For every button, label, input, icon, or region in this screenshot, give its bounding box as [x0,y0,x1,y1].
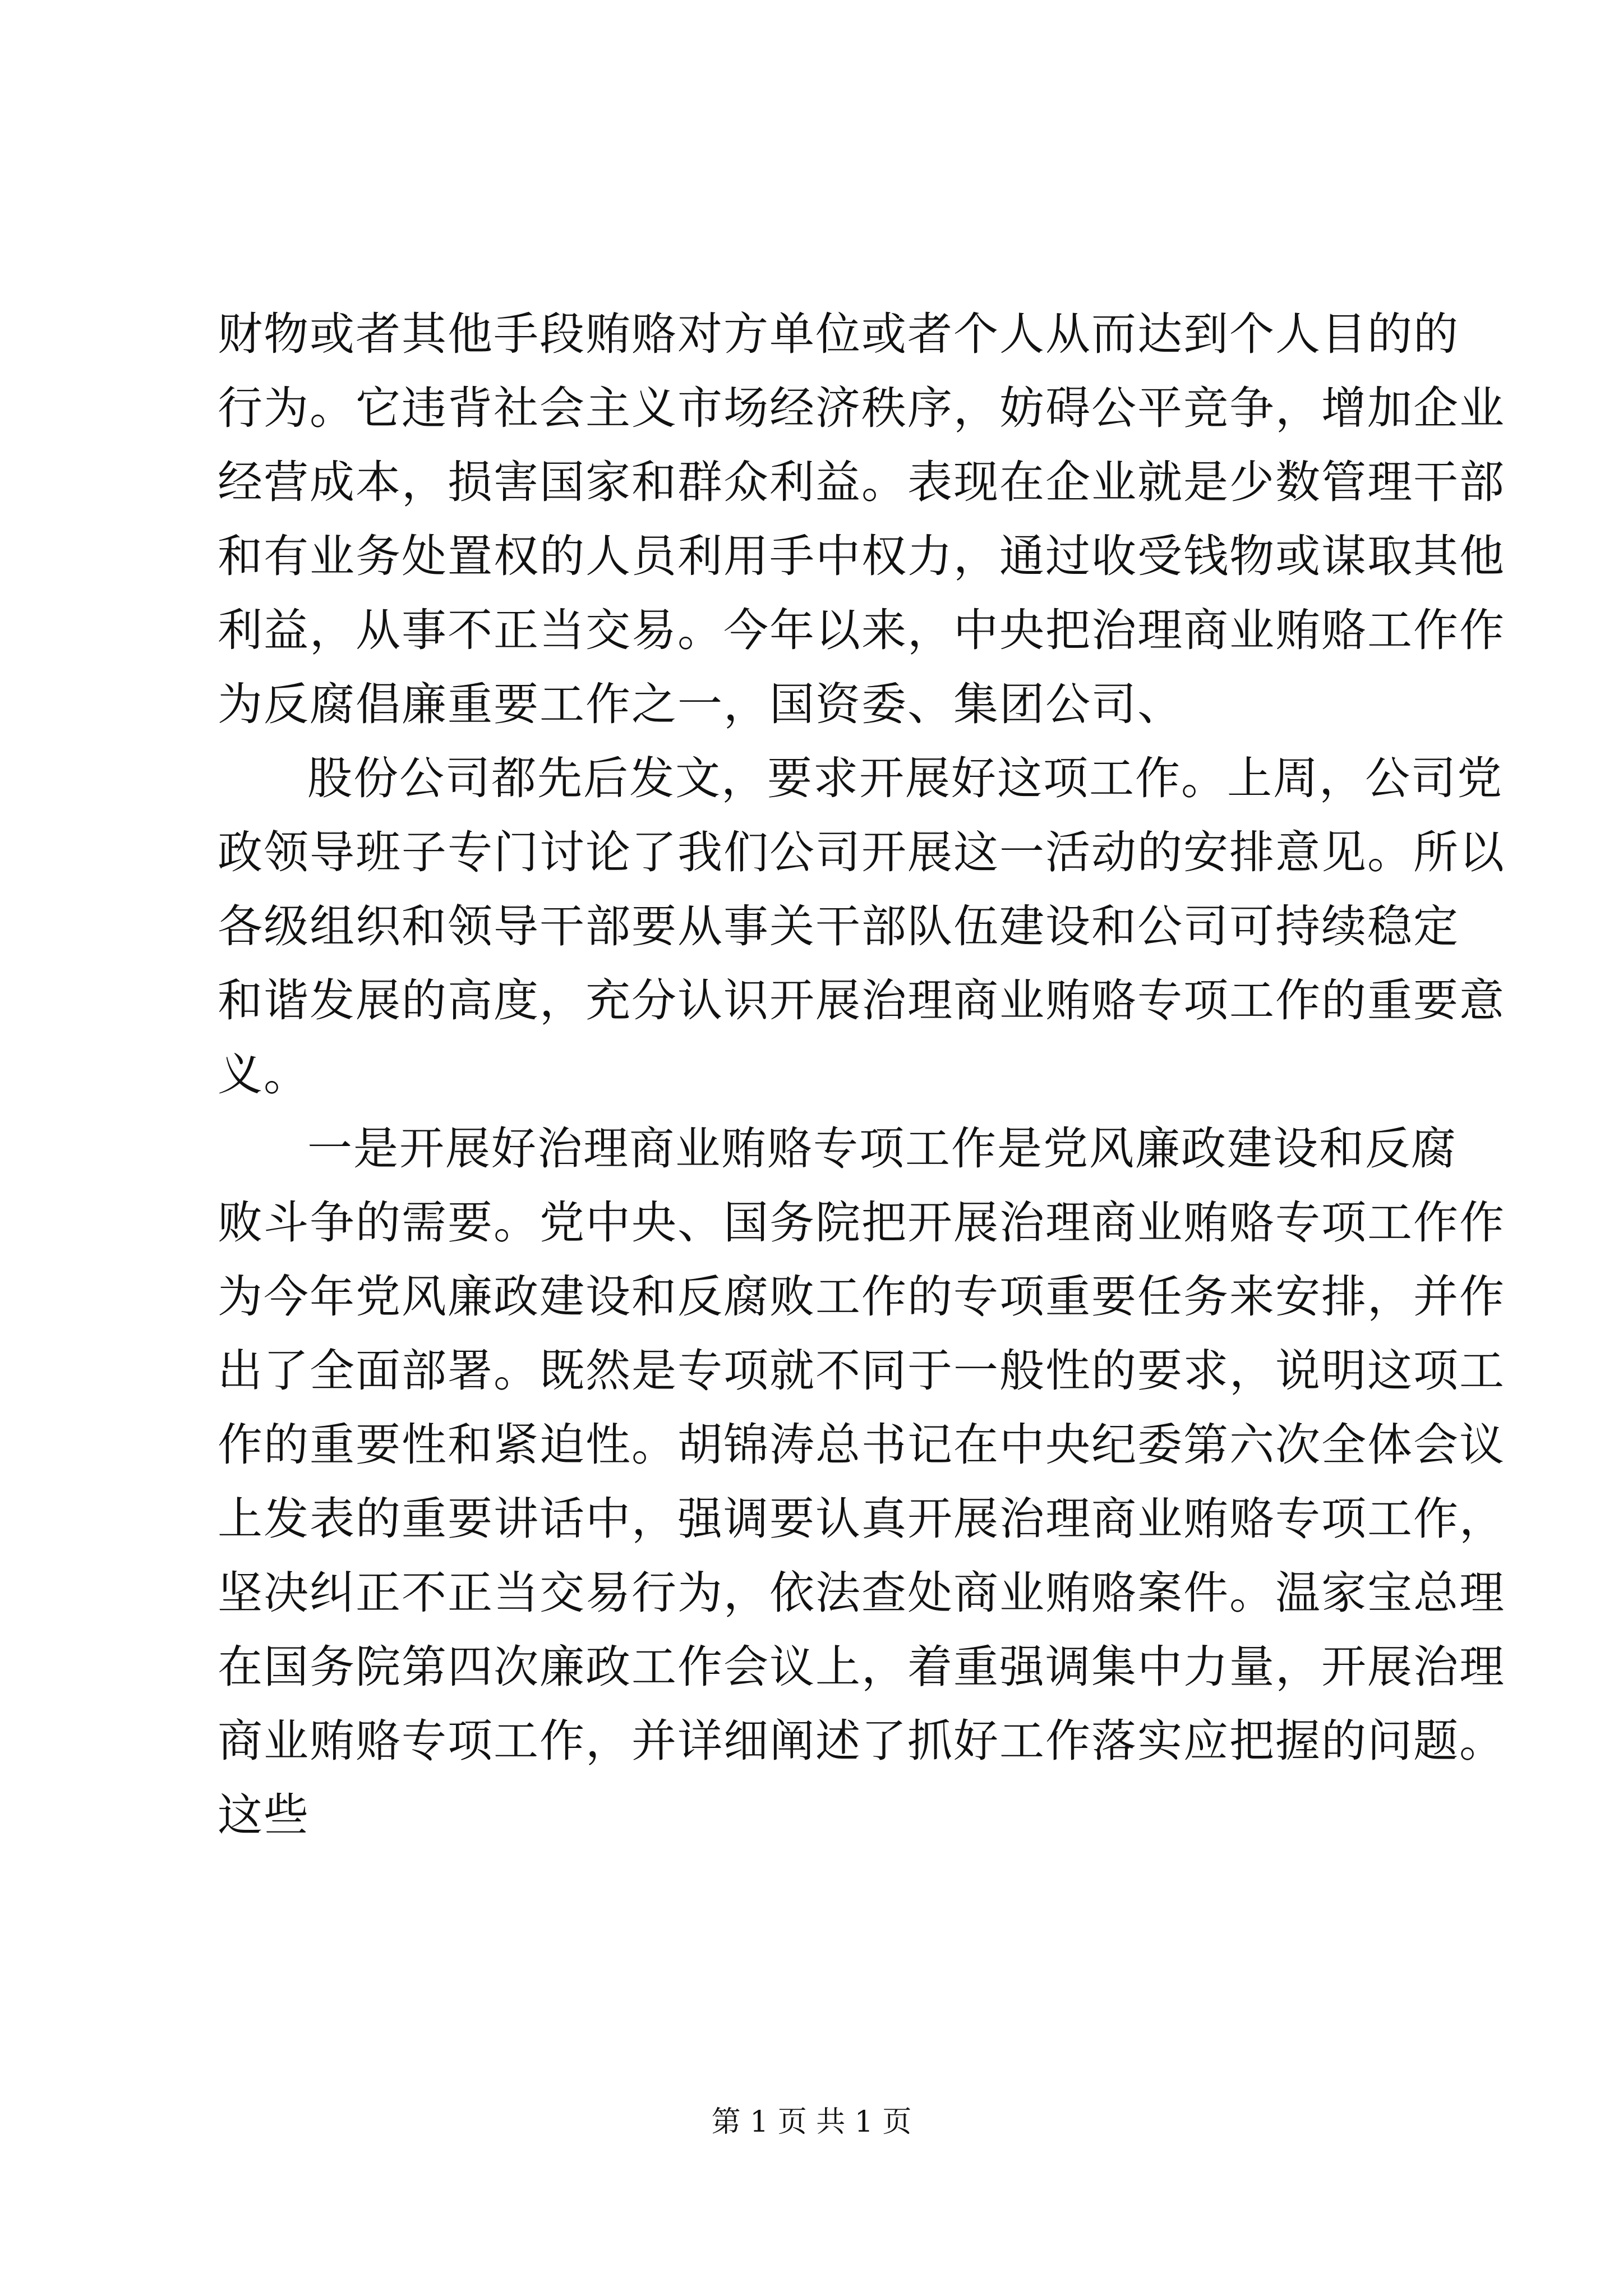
paragraph-first-line: 一是开展好治理商业贿赂专项工作是党风廉政建设和反腐 [307,1122,1457,1175]
text-line: 经营成本，损害国家和群众利益。表现在企业就是少数管理干部 [218,456,1505,508]
text-line: 出了全面部署。既然是专项就不同于一般性的要求，说明这项工 [218,1345,1505,1397]
text-line: 这些 [218,1789,310,1841]
text-line: 利益，从事不正当交易。今年以来，中央把治理商业贿赂工作作 [218,604,1505,656]
text-line: 和有业务处置权的人员利用手中权力，通过收受钱物或谋取其他 [218,530,1505,582]
text-line: 财物或者其他手段贿赂对方单位或者个人从而达到个人目的的 [218,308,1459,360]
paragraph-first-line: 股份公司都先后发文，要求开展好这项工作。上周，公司党 [307,752,1503,804]
text-line: 政领导班子专门讨论了我们公司开展这一活动的安排意见。所以 [218,826,1505,878]
text-line: 行为。它违背社会主义市场经济秩序，妨碍公平竞争，增加企业 [218,382,1505,434]
text-line: 和谐发展的高度，充分认识开展治理商业贿赂专项工作的重要意 [218,974,1505,1027]
text-line: 为反腐倡廉重要工作之一，国资委、集团公司、 [218,678,1183,730]
document-body [218,297,1505,1852]
text-line: 商业贿赂专项工作，并详细阐述了抓好工作落实应把握的问题。 [218,1715,1505,1767]
text-line: 在国务院第四次廉政工作会议上，着重强调集中力量，开展治理 [218,1641,1505,1693]
text-line: 上发表的重要讲话中，强调要认真开展治理商业贿赂专项工作， [218,1493,1505,1545]
text-line: 各级组织和领导干部要从事关干部队伍建设和公司可持续稳定 [218,900,1459,953]
page-number-footer: 第 1 页 共 1 页 [711,2105,912,2139]
text-line: 作的重要性和紧迫性。胡锦涛总书记在中央纪委第六次全体会议 [218,1419,1505,1471]
text-line: 为今年党风廉政建设和反腐败工作的专项重要任务来安排，并作 [218,1271,1505,1323]
text-line: 坚决纠正不正当交易行为，依法查处商业贿赂案件。温家宝总理 [218,1567,1505,1619]
text-line: 败斗争的需要。党中央、国务院把开展治理商业贿赂专项工作作 [218,1197,1505,1249]
text-line: 义。 [218,1048,310,1101]
